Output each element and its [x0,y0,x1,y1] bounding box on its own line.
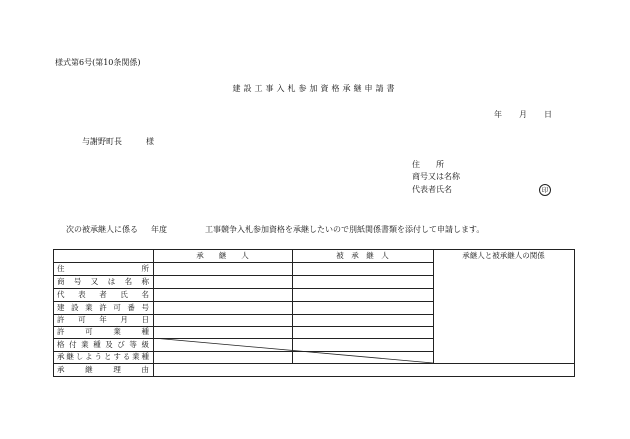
row-label-address: 住所 [57,264,149,273]
table-border-right [574,249,575,377]
table-rule [53,288,433,289]
date-year: 年 [494,110,502,119]
honorific: 様 [146,137,154,146]
row-label-license-date: 許可年月日 [57,315,149,324]
row-label-target-type: 承継しようとする業種 [57,352,149,361]
body-fiscal-year: 年度 [151,225,167,234]
form-title: 建設工事入札参加資格承継申請書 [232,84,398,93]
table-rule [53,275,433,276]
body-prefix: 次の被承継人に係る [66,225,138,234]
header-successor: 承 継 人 [196,251,249,260]
applicant-name-label: 商号又は名称 [412,172,460,181]
body-statement: 工事競争入札参加資格を承継したいので別紙関係書類を添付して申請します。 [205,225,485,234]
row-label-representative: 代表者氏名 [57,290,149,299]
table-border-left [53,249,54,377]
table-border-top [53,249,575,250]
header-predecessor: 被 承 継 人 [336,251,389,260]
applicant-representative-label: 代表者氏名 [412,185,452,194]
addressee: 与謝野町長 [82,137,122,146]
form-number: 様式第6号(第10条関係) [55,58,141,67]
date-month: 月 [519,110,527,119]
date-day: 日 [544,110,552,119]
table-rule [53,301,433,302]
seal-mark: 印 [539,184,551,196]
applicant-address-label: 住 所 [412,160,444,169]
row-label-license-number: 建設業許可番号 [57,303,149,312]
table-border-bottom [53,376,575,377]
row-label-company-name: 商号又は名称 [57,277,149,286]
row-label-grade: 格付業種及び等級 [57,340,149,349]
header-relationship: 承継人と被承継人の関係 [462,251,545,260]
row-label-license-type: 許可業種 [57,327,149,336]
table-rule [53,262,433,263]
row-label-reason: 承継理由 [57,365,149,374]
diagonal-strike [153,338,434,364]
succession-table [53,249,575,377]
